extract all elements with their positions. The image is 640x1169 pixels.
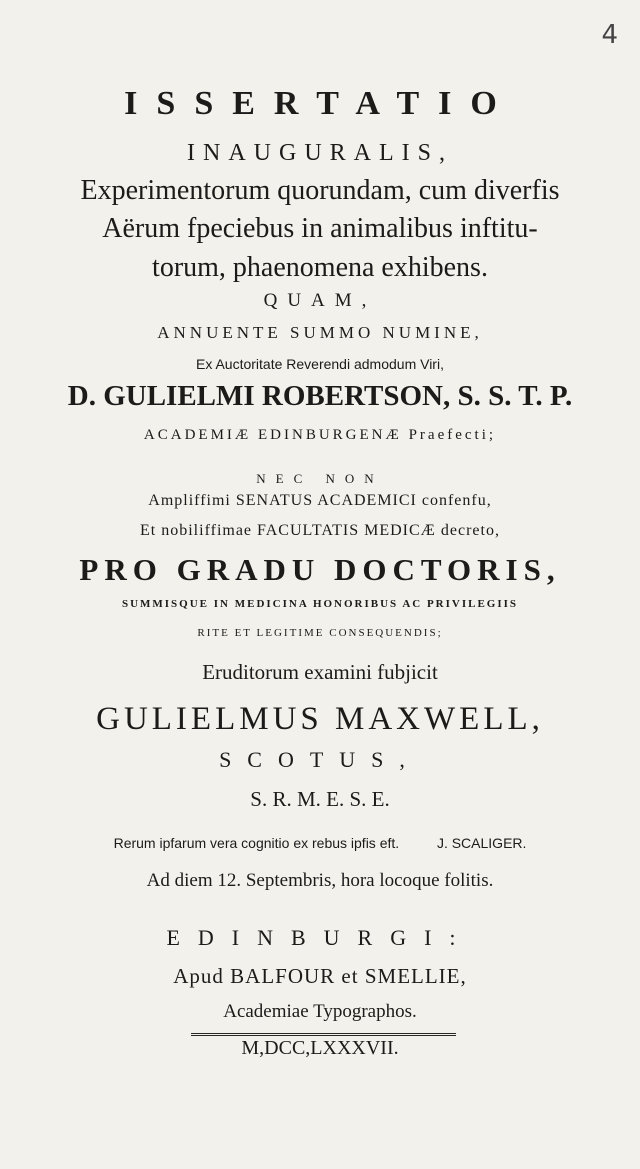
pro-gradu-line: PRO GRADU DOCTORIS, <box>79 552 561 587</box>
facultatis-line: Et nobiliffimae FACULTATIS MEDICÆ decreto, <box>140 522 500 539</box>
motto-author: J. SCALIGER. <box>436 835 527 851</box>
honoribus-line: SUMMISQUE IN MEDICINA HONORIBUS AC PRIVILEGIIS <box>121 598 519 610</box>
auctoritate-line: Ex Auctoritate Reverendi admodum Viri, <box>196 356 444 372</box>
date-of-defense: Ad diem 12. Septembris, hora locoque folitis. <box>146 870 494 891</box>
page-number-mark: 4 <box>601 20 618 50</box>
printers-role: Academiae Typographos. <box>223 1001 417 1022</box>
nec-non-line: NEC NON <box>256 471 384 486</box>
printers-line: Apud BALFOUR et SMELLIE, <box>173 964 467 988</box>
city-line: EDINBURGI: <box>166 925 474 950</box>
dissertation-title: ISSERTATIO <box>124 85 516 122</box>
motto-row <box>0 835 640 851</box>
quam-line: QUAM, <box>263 290 377 311</box>
subject-line-3: torum, phaenomena exhibens. <box>152 252 488 283</box>
divider-rule <box>191 1033 456 1036</box>
academiae-line: ACADEMIÆ EDINBURGENÆ Praefecti; <box>143 427 497 443</box>
subject-line-1: Experimentorum quorundam, cum diverfis <box>80 175 560 206</box>
scotus-line: SCOTUS, <box>219 747 421 772</box>
principal-name: D. GULIELMI ROBERTSON, S. S. T. P. <box>67 380 573 412</box>
annuente-line: ANNUENTE SUMMO NUMINE, <box>157 323 483 342</box>
motto-text: Rerum ipfarum vera cognitio ex rebus ipfis eft. <box>113 835 400 851</box>
senatus-line: Ampliffimi SENATUS ACADEMICI confenfu, <box>148 492 492 509</box>
imprint-year: M,DCC,LXXXVII. <box>241 1037 399 1059</box>
subject-line-2: Aërum fpeciebus in animalibus inftitu- <box>102 213 538 244</box>
rite-line: RITE ET LEGITIME CONSEQUENDIS; <box>197 627 443 639</box>
eruditorum-line: Eruditorum examini fubjicit <box>202 660 438 684</box>
inauguralis-line: INAUGURALIS, <box>187 140 453 166</box>
society-line: S. R. M. E. S. E. <box>250 787 390 811</box>
author-name: GULIELMUS MAXWELL, <box>96 701 544 737</box>
